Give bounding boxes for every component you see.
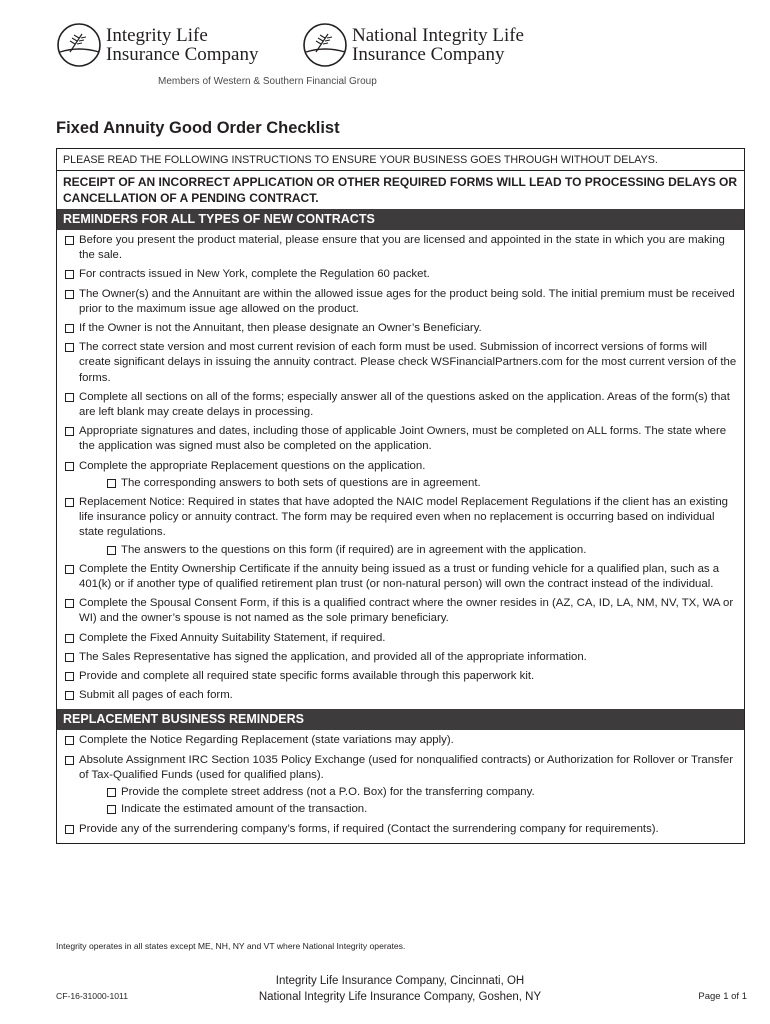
checkbox-icon[interactable] xyxy=(65,653,74,662)
checkbox-icon[interactable] xyxy=(65,427,74,436)
checkbox-icon[interactable] xyxy=(107,546,116,555)
integrity-life-logo xyxy=(56,22,258,68)
checkbox-icon[interactable] xyxy=(65,343,74,352)
checklist-item-text: Submit all pages of each form. xyxy=(79,689,233,702)
checklist-item[interactable] xyxy=(61,339,740,389)
checklist-item-text: The answers to the questions on this form (if required) are in agreement with the application. xyxy=(121,543,587,556)
checklist-item[interactable] xyxy=(61,320,740,339)
checkbox-icon[interactable] xyxy=(65,393,74,402)
checklist-item-text: The correct state version and most current revision of each form must be used. Submission of incorrect versions of forms will create significant delays in issuing the annuity contract. Please check WSFinancialPartners.com for the most current version of the forms. xyxy=(79,341,737,384)
checkbox-icon[interactable] xyxy=(65,691,74,700)
checklist-item[interactable] xyxy=(61,649,740,668)
checklist-item[interactable] xyxy=(61,561,740,595)
checklist-item[interactable] xyxy=(61,630,740,649)
checkbox-icon[interactable] xyxy=(65,565,74,574)
checkbox-icon[interactable] xyxy=(65,462,74,471)
wheat-emblem-icon xyxy=(302,22,348,68)
checkbox-icon[interactable] xyxy=(65,599,74,608)
logo-left-line1: Integrity Life xyxy=(106,25,208,46)
checklist-item[interactable] xyxy=(61,286,740,320)
warning-text: RECEIPT OF AN INCORRECT APPLICATION OR OTHER REQUIRED FORMS WILL LEAD TO PROCESSING DELAYS OR CANCELLATION OF A PENDING CONTRACT. xyxy=(63,175,738,205)
checklist-item-text: Complete the Fixed Annuity Suitability Statement, if required. xyxy=(79,631,386,644)
address-line2: National Integrity Life Insurance Company, Goshen, NY xyxy=(258,991,542,1003)
checklist-all-contracts xyxy=(57,230,744,709)
checklist-replacement xyxy=(57,730,744,842)
checklist-item[interactable] xyxy=(61,687,740,706)
checklist-item-text: Provide and complete all required state specific forms available through this paperwork kit. xyxy=(79,670,535,683)
checkbox-icon[interactable] xyxy=(107,805,116,814)
checkbox-icon[interactable] xyxy=(65,324,74,333)
checkbox-icon[interactable] xyxy=(65,236,74,245)
checklist-item-text: Indicate the estimated amount of the transaction. xyxy=(121,803,368,816)
checklist-subitem[interactable] xyxy=(61,542,740,561)
page-title: Fixed Annuity Good Order Checklist xyxy=(56,119,340,137)
checkbox-icon[interactable] xyxy=(65,270,74,279)
section-heading-all-contracts: REMINDERS FOR ALL TYPES OF NEW CONTRACTS xyxy=(57,209,744,230)
form-number: CF-16-31000-1011 xyxy=(56,991,128,1001)
states-footnote: Integrity operates in all states except ME, NH, NY and VT where National Integrity operates. xyxy=(56,941,406,951)
checklist-item-text: Complete the Spousal Consent Form, if this is a qualified contract where the owner resides in (AZ, CA, ID, LA, NM, NV, TX, WA or WI) and the owner’s spouse is not named as the sole primary beneficiary. xyxy=(79,597,734,625)
checklist-item[interactable] xyxy=(61,752,740,786)
checklist-item-text: If the Owner is not the Annuitant, then please designate an Owner’s Beneficiary. xyxy=(79,322,482,335)
checklist-item-text: The corresponding answers to both sets of questions are in agreement. xyxy=(121,476,481,489)
checklist-item-text: The Sales Representative has signed the application, and provided all of the appropriate information. xyxy=(79,650,587,663)
checklist-item-text: Complete all sections on all of the forms; especially answer all of the questions asked on the application. Areas of the form(s) that are left blank may create delays in processing. xyxy=(79,390,730,419)
page-number: Page 1 of 1 xyxy=(698,991,747,1002)
checkbox-icon[interactable] xyxy=(65,498,74,507)
checkbox-icon[interactable] xyxy=(65,672,74,681)
national-integrity-life-logo xyxy=(302,22,524,68)
checklist-item[interactable] xyxy=(61,732,740,751)
address-line1: Integrity Life Insurance Company, Cincinnati, OH xyxy=(275,975,525,987)
section-heading-replacement: REPLACEMENT BUSINESS REMINDERS xyxy=(57,709,744,730)
checklist-item[interactable] xyxy=(61,595,740,629)
checklist-item-text: Complete the appropriate Replacement questions on the application. xyxy=(79,459,426,472)
checkbox-icon[interactable] xyxy=(65,736,74,745)
checklist-item[interactable] xyxy=(61,494,740,544)
checklist-item-text: Complete the Entity Ownership Certificate if the annuity being issued as a trust or funding vehicle for a qualified plan, such as a 401(k) or if another type of qualified retirement plan trust (or non-natural person) will own the contract instead of the individual. xyxy=(79,562,720,591)
checkbox-icon[interactable] xyxy=(107,479,116,488)
logo-right-line1: National Integrity Life xyxy=(352,25,524,46)
checklist-item-text: Provide any of the surrendering company’s forms, if required (Contact the surrendering company for requirements). xyxy=(79,822,659,835)
checklist-item-text: Provide the complete street address (not a P.O. Box) for the transferring company. xyxy=(121,786,535,799)
intro-instructions: PLEASE READ THE FOLLOWING INSTRUCTIONS TO ENSURE YOUR BUSINESS GOES THROUGH WITHOUT DELAYS. xyxy=(57,149,744,171)
checklist-item-text: The Owner(s) and the Annuitant are within the allowed issue ages for the product being sold. The initial premium must be received prior to the maximum issue age allowed on the product. xyxy=(79,287,735,315)
checklist-item[interactable] xyxy=(61,389,740,423)
checklist-item[interactable] xyxy=(61,668,740,687)
wheat-emblem-icon xyxy=(56,22,102,68)
checklist-item-text: Replacement Notice: Required in states that have adopted the NAIC model Replacement Regulations if the client has an existing life insurance policy or annuity contract. The form may be required even when no replacement is occurring based on individual state regulations. xyxy=(79,496,729,539)
checklist-item[interactable] xyxy=(61,821,740,840)
checkbox-icon[interactable] xyxy=(65,825,74,834)
checklist-item-text: Complete the Notice Regarding Replacement (state variations may apply). xyxy=(79,734,454,747)
checkbox-icon[interactable] xyxy=(65,290,74,299)
checklist-item[interactable] xyxy=(61,266,740,285)
checklist-item-text: Appropriate signatures and dates, including those of applicable Joint Owners, must be completed on ALL forms. The state where the application was signed must also be completed on the application. xyxy=(79,425,727,453)
checkbox-icon[interactable] xyxy=(65,634,74,643)
checklist-box xyxy=(56,148,745,844)
checkbox-icon[interactable] xyxy=(65,756,74,765)
checklist-item-text: For contracts issued in New York, complete the Regulation 60 packet. xyxy=(79,268,430,281)
checklist-item-text: Before you present the product material, please ensure that you are licensed and appointed in the state in which you are making the sale. xyxy=(79,234,725,262)
checklist-item[interactable] xyxy=(61,423,740,457)
checklist-item-text: Absolute Assignment IRC Section 1035 Policy Exchange (used for nonqualified contracts) or Authorization for Rollover or Transfer of Tax-Qualified Funds (used for qualified plans). xyxy=(79,753,734,781)
checklist-item[interactable] xyxy=(61,232,740,266)
members-tagline: Members of Western & Southern Financial Group xyxy=(158,76,377,87)
logo-left-line2: Insurance Company xyxy=(106,44,259,65)
checklist-subitem[interactable] xyxy=(61,801,740,820)
checkbox-icon[interactable] xyxy=(107,788,116,797)
logo-right-line2: Insurance Company xyxy=(352,44,505,65)
checklist-subitem[interactable] xyxy=(61,475,740,494)
